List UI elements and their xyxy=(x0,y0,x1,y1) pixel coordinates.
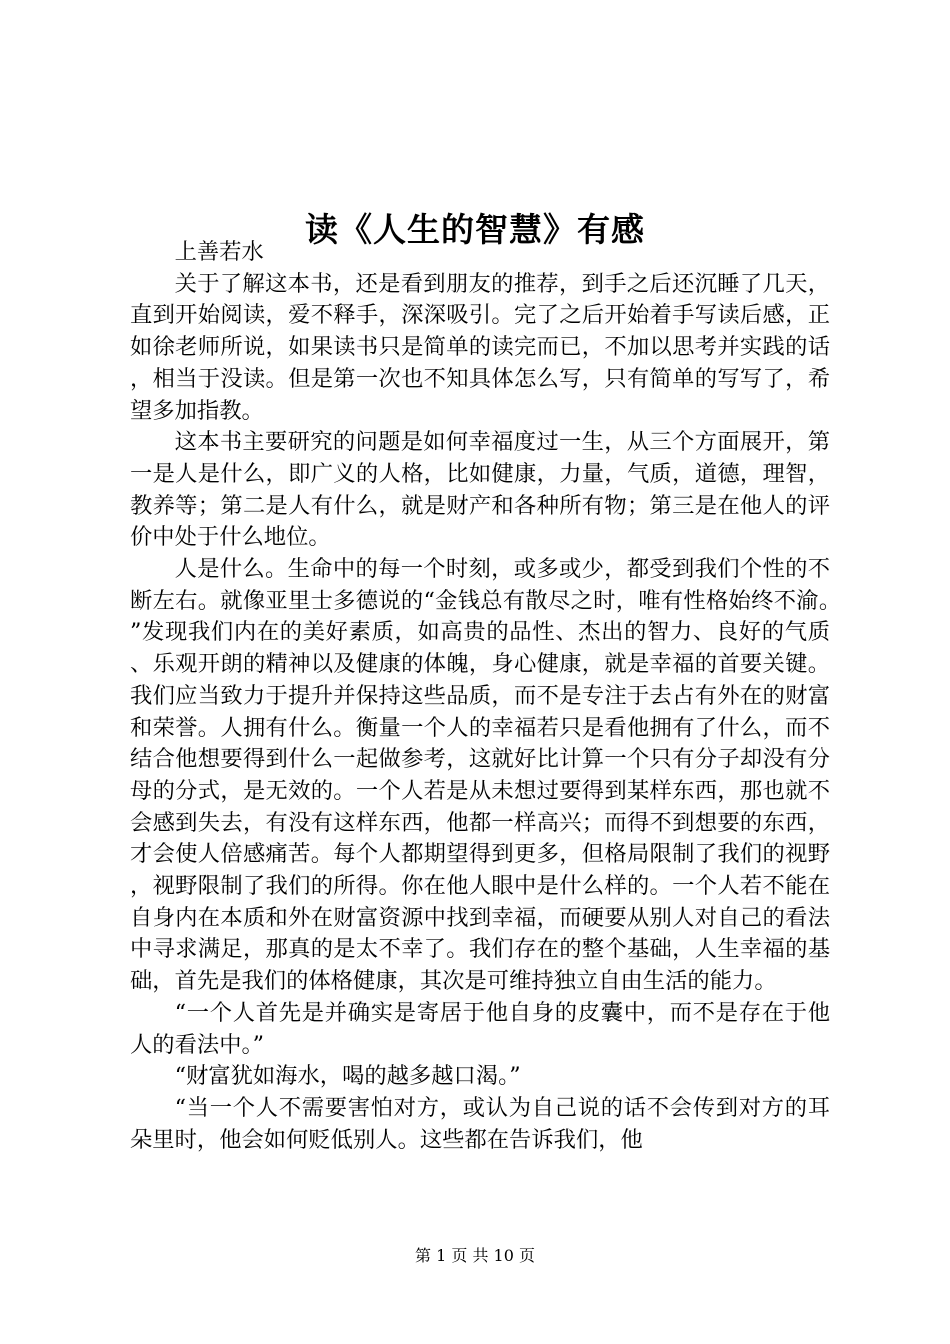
document-title: 读《人生的智慧》有感 xyxy=(305,210,645,250)
paragraph-main: 人是什么。生命中的每一个时刻，或多或少，都受到我们个性的不断左右。就像亚里士多德说的“金钱总有散尽之时，唯有性格始终不渝。”发现我们内在的美好素质，如高贵的品性、杰出的智力、良好的气质、乐观开朗的精神以及健康的体魄，身心健康，就是幸福的首要关键。我们应当致力于提升并保持这些品质，而不是专注于去占有外在的财富和荣誉。人拥有什么。衡量一个人的幸福若只是看他拥有了什么，而不结合他想要得到什么一起做参考，这就好比计算一个只有分子却没有分母的分式，是无效的。一个人若是从未想过要得到某样东西，那也就不会感到失去，有没有这样东西，他都一样高兴；而得不到想要的东西，才会使人倍感痛苦。每个人都期望得到更多，但格局限制了我们的视野，视野限制了我们的所得。你在他人眼中是什么样的。一个人若不能在自身内在本质和外在财富资源中找到幸福，而硬要从别人对自己的看法中寻求满足，那真的是太不幸了。我们存在的整个基础，人生幸福的基础，首先是我们的体格健康，其次是可维持独立自由生活的能力。 xyxy=(130,556,830,995)
page-number-footer: 第 1 页 共 10 页 xyxy=(415,1246,535,1265)
paragraph-overview: 这本书主要研究的问题是如何幸福度过一生，从三个方面展开，第一是人是什么，即广义的人格，比如健康，力量，气质，道德，理智，教养等；第二是人有什么，就是财产和各种所有物；第三是在他人的评价中处于什么地位。 xyxy=(130,429,830,551)
quote-paragraph-1: “一个人首先是并确实是寄居于他自身的皮囊中，而不是存在于他人的看法中。” xyxy=(130,999,830,1058)
quote-paragraph-2: “财富犹如海水，喝的越多越口渴。” xyxy=(174,1063,521,1090)
paragraph-intro: 关于了解这本书，还是看到朋友的推荐，到手之后还沉睡了几天，直到开始阅读，爱不释手，深深吸引。完了之后开始着手写读后感，正如徐老师所说，如果读书只是简单的读完而已，不加以思考并实践的话，相当于没读。但是第一次也不知具体怎么写，只有简单的写写了，希望多加指教。 xyxy=(130,270,830,424)
quote-paragraph-3: “当一个人不需要害怕对方，或认为自己说的话不会传到对方的耳朵里时，他会如何贬低别人。这些都在告诉我们，他 xyxy=(130,1094,830,1153)
document-body xyxy=(130,237,830,1156)
author-line: 上善若水 xyxy=(174,239,264,265)
